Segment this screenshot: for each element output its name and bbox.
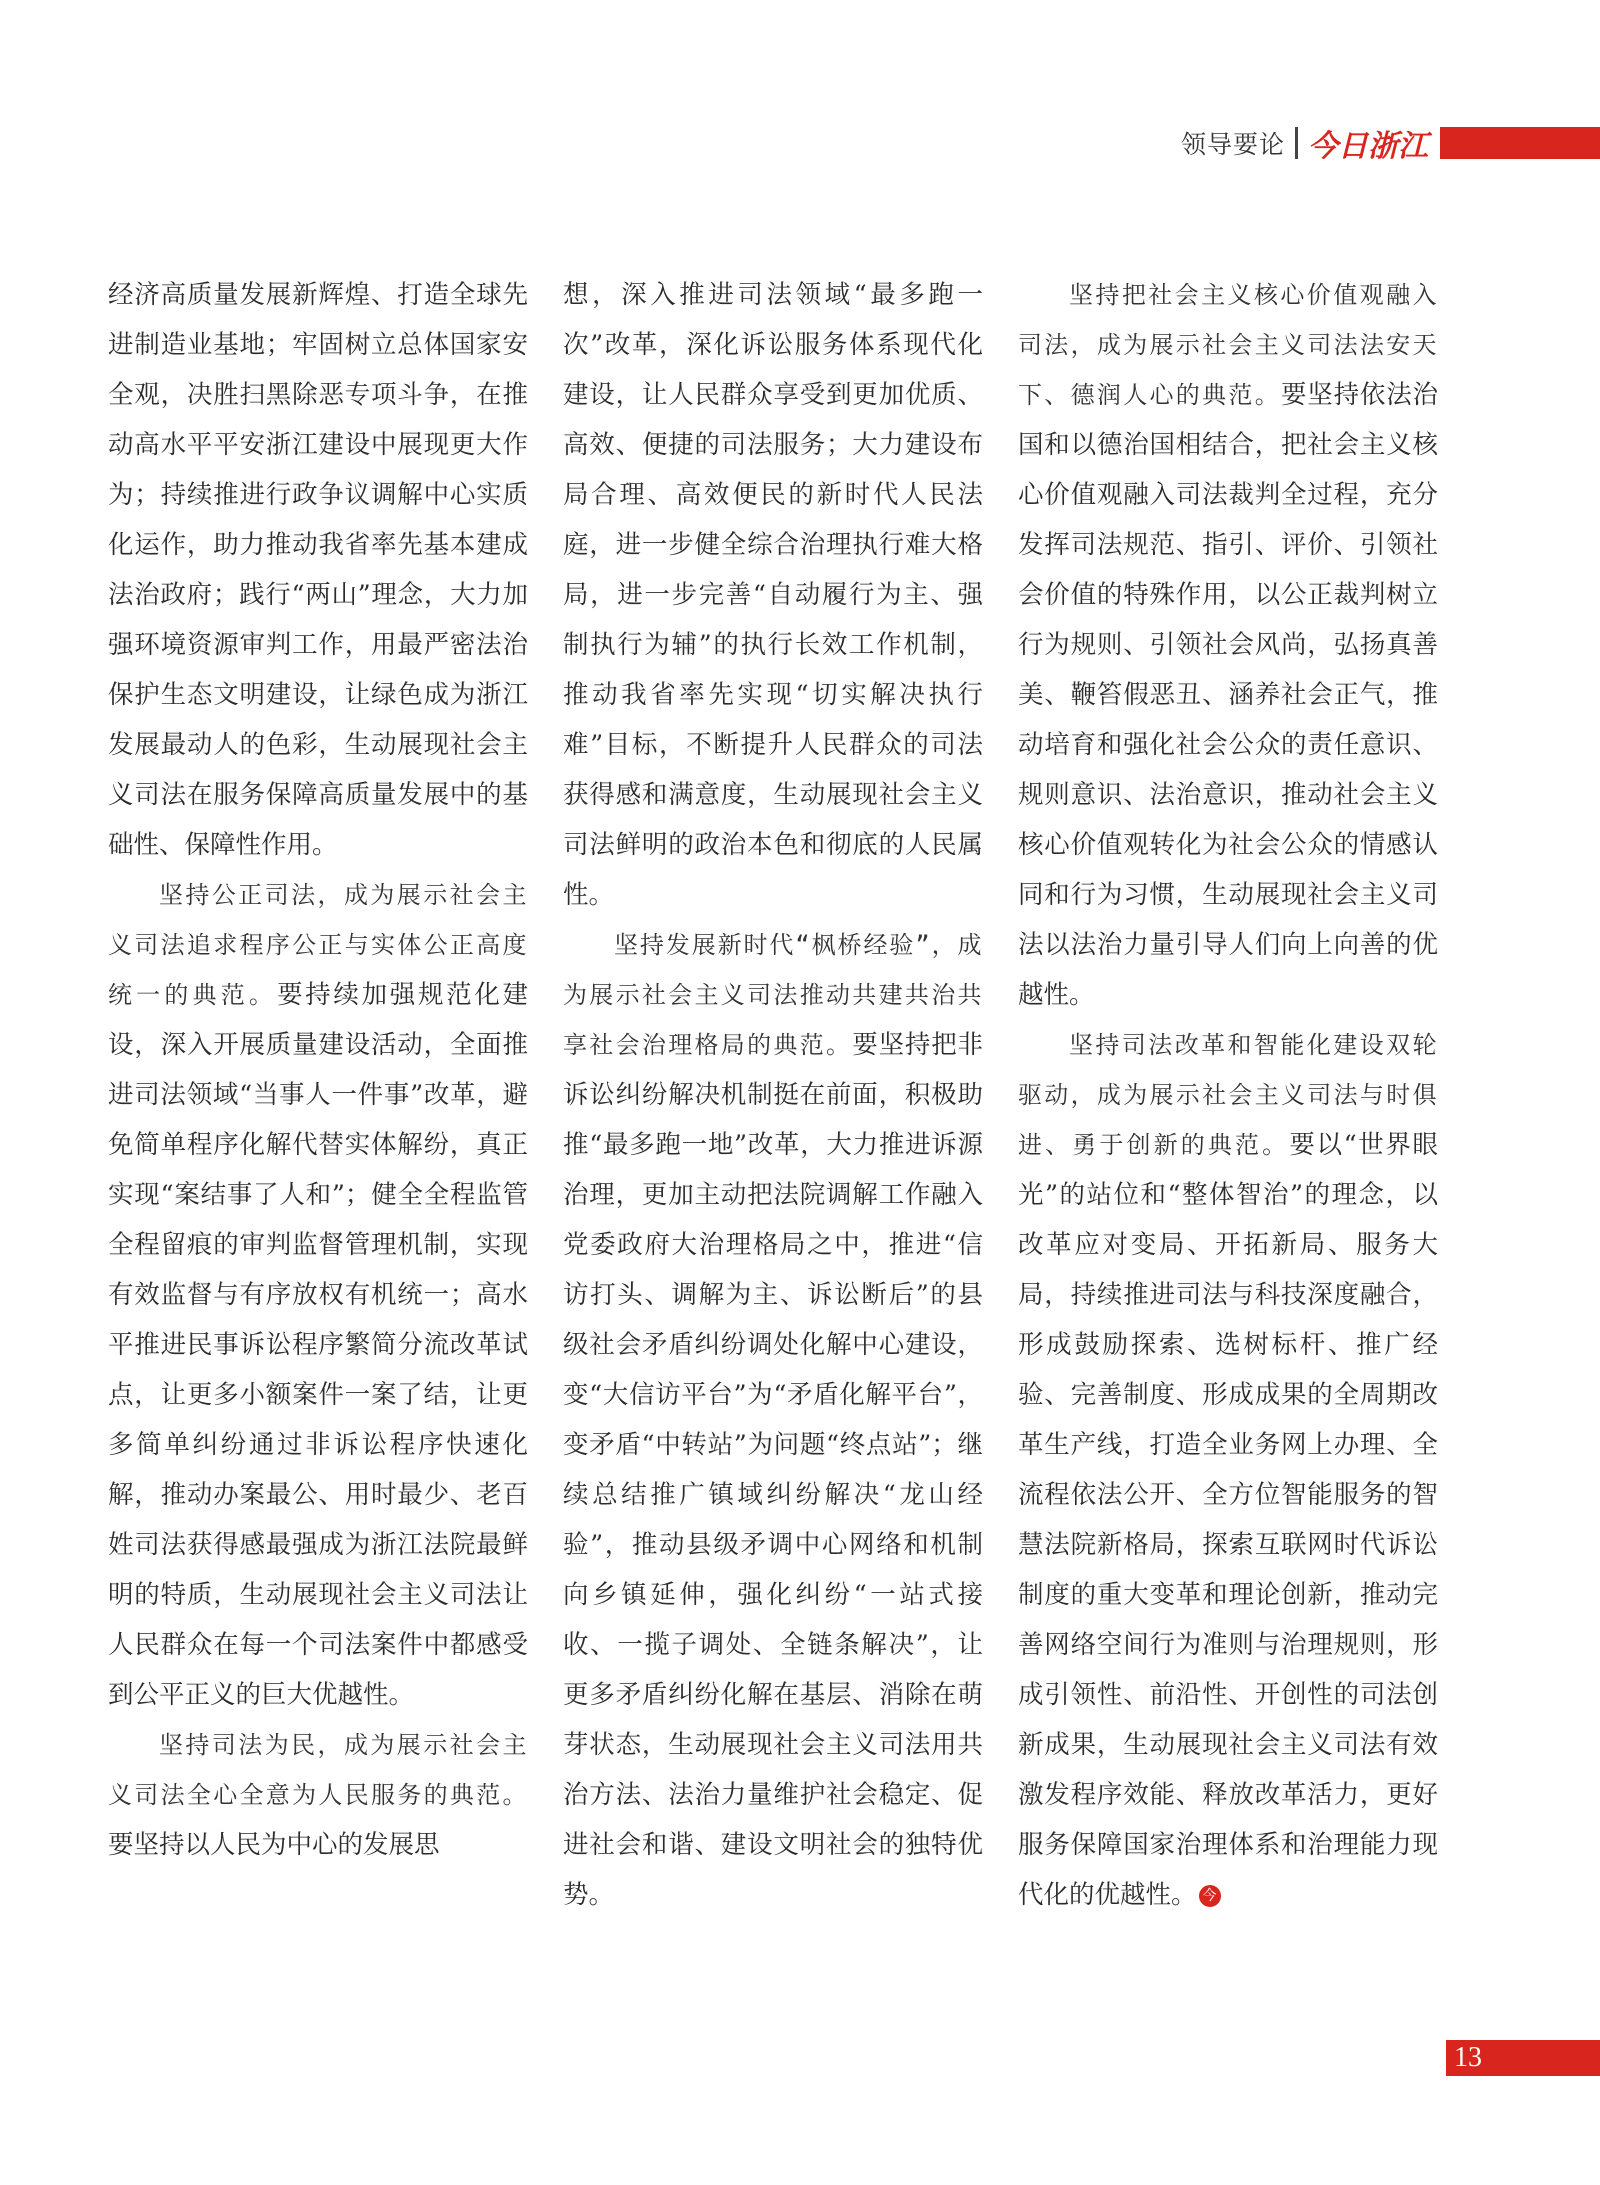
paragraph-body: 要以“世界眼光”的站位和“整体智治”的理念，以改革应对变局、开拓新局、服务大局，持续推进司法与科技深度融合，形成鼓励探索、选树标杆、推广经验、完善制度、形成成果的全周期改革生产线，打造全业务网上办理、全流程依法公开、全方位智能服务的智慧法院新格局，探索互联网时代诉讼制度的重大变革和理论创新，推动完善网络空间行为准则与治理规则，形成引领性、前沿性、开创性的司法创新成果，生动展现社会主义司法有效激发程序效能、释放改革活力，更好服务保障国家治理体系和治理能力现代化的优越性。 bbox=[1018, 1130, 1439, 1910]
text-column-3 bbox=[1018, 270, 1438, 1920]
magazine-logo: 今日浙江 bbox=[1308, 129, 1428, 164]
paragraph: 想，深入推进司法领域“最多跑一次”改革，深化诉讼服务体系现代化建设，让人民群众享受到更加优质、高效、便捷的司法服务；大力建设布局合理、高效便民的新时代人民法庭，进一步健全综合治理执行难大格局，进一步完善“自动履行为主、强制执行为辅”的执行长效工作机制，推动我省率先实现“切实解决执行难”目标，不断提升人民群众的司法获得感和满意度，生动展现社会主义司法鲜明的政治本色和彻底的人民属性。 bbox=[563, 280, 983, 910]
paragraph-body: 要坚持以人民为中心的发展思 bbox=[108, 1830, 440, 1860]
paragraph bbox=[1018, 270, 1438, 1020]
paragraph: 经济高质量发展新辉煌、打造全球先进制造业基地；牢固树立总体国家安全观，决胜扫黑除恶专项斗争，在推动高水平平安浙江建设中展现更大作为；持续推进行政争议调解中心实质化运作，助力推动我省率先基本建成法治政府；践行“两山”理念，大力加强环境资源审判工作，用最严密法治保护生态文明建设，让绿色成为浙江发展最动人的色彩，生动展现社会主义司法在服务保障高质量发展中的基础性、保障性作用。 bbox=[108, 280, 528, 860]
paragraph bbox=[1018, 1020, 1438, 1920]
paragraph-lead: 坚持司法改革和智能化建设双轮驱动，成为展示社会主义司法与时俱进、勇于创新的典范。 bbox=[1018, 1031, 1438, 1159]
paragraph-body: 要持续加强规范化建设，深入开展质量建设活动，全面推进司法领域“当事人一件事”改革，避免简单程序化解代替实体解纷，真正实现“案结事了人和”；健全全程监管全程留痕的审判监督管理机制，实现有效监督与有序放权有机统一；高水平推进民事诉讼程序繁简分流改革试点，让更多小额案件一案了结，让更多简单纠纷通过非诉讼程序快速化解，推动办案最公、用时最少、老百姓司法获得感最强成为浙江法院最鲜明的特质，生动展现社会主义司法让人民群众在每一个司法案件中都感受到公平正义的巨大优越性。 bbox=[108, 980, 528, 1710]
text-column-1 bbox=[108, 270, 528, 1870]
text-column-2 bbox=[563, 270, 983, 1920]
section-label: 领导要论 bbox=[1180, 130, 1285, 159]
end-mark-icon: 今 bbox=[1199, 1885, 1221, 1907]
header-color-bar bbox=[1440, 127, 1600, 159]
paragraph-body: 要坚持依法治国和以德治国相结合，把社会主义核心价值观融入司法裁判全过程，充分发挥司法规范、指引、评价、引领社会价值的特殊作用，以公正裁判树立行为规则、引领社会风尚，弘扬真善美、鞭笞假恶丑、涵养社会正气，推动培育和强化社会公众的责任意识、规则意识、法治意识，推动社会主义核心价值观转化为社会公众的情感认同和行为习惯，生动展现社会主义司法以法治力量引导人们向上向善的优越性。 bbox=[1018, 380, 1438, 1010]
paragraph-body: 要坚持把非诉讼纠纷解决机制挺在前面，积极助推“最多跑一地”改革，大力推进诉源治理，更加主动把法院调解工作融入党委政府大治理格局之中，推进“信访打头、调解为主、诉讼断后”的县级社会矛盾纠纷调处化解中心建设，变“大信访平台”为“矛盾化解平台”，变矛盾“中转站”为问题“终点站”；继续总结推广镇域纠纷解决“龙山经验”，推动县级矛调中心网络和机制向乡镇延伸，强化纠纷“一站式接收、一揽子调处、全链条解决”，让更多矛盾纠纷化解在基层、消除在萌芽状态，生动展现社会主义司法用共治方法、法治力量维护社会稳定、促进社会和谐、建设文明社会的独特优势。 bbox=[563, 1030, 983, 1910]
paragraph-lead: 坚持把社会主义核心价值观融入司法，成为展示社会主义司法法安天下、德润人心的典范。 bbox=[1018, 281, 1438, 409]
paragraph-lead: 坚持公正司法，成为展示社会主义司法追求程序公正与实体公正高度统一的典范。 bbox=[108, 881, 528, 1009]
page-header bbox=[1181, 124, 1600, 162]
header-divider bbox=[1295, 127, 1298, 159]
paragraph bbox=[108, 1720, 528, 1870]
paragraph bbox=[108, 870, 528, 1720]
page-number-tab bbox=[1446, 2040, 1600, 2076]
paragraph-lead: 坚持司法为民，成为展示社会主义司法全心全意为人民服务的典范。 bbox=[108, 1731, 528, 1809]
paragraph bbox=[563, 920, 983, 1920]
page-number: 13 bbox=[1454, 2042, 1482, 2073]
paragraph-lead: 坚持发展新时代“枫桥经验”，成为展示社会主义司法推动共建共治共享社会治理格局的典范。 bbox=[563, 931, 983, 1059]
